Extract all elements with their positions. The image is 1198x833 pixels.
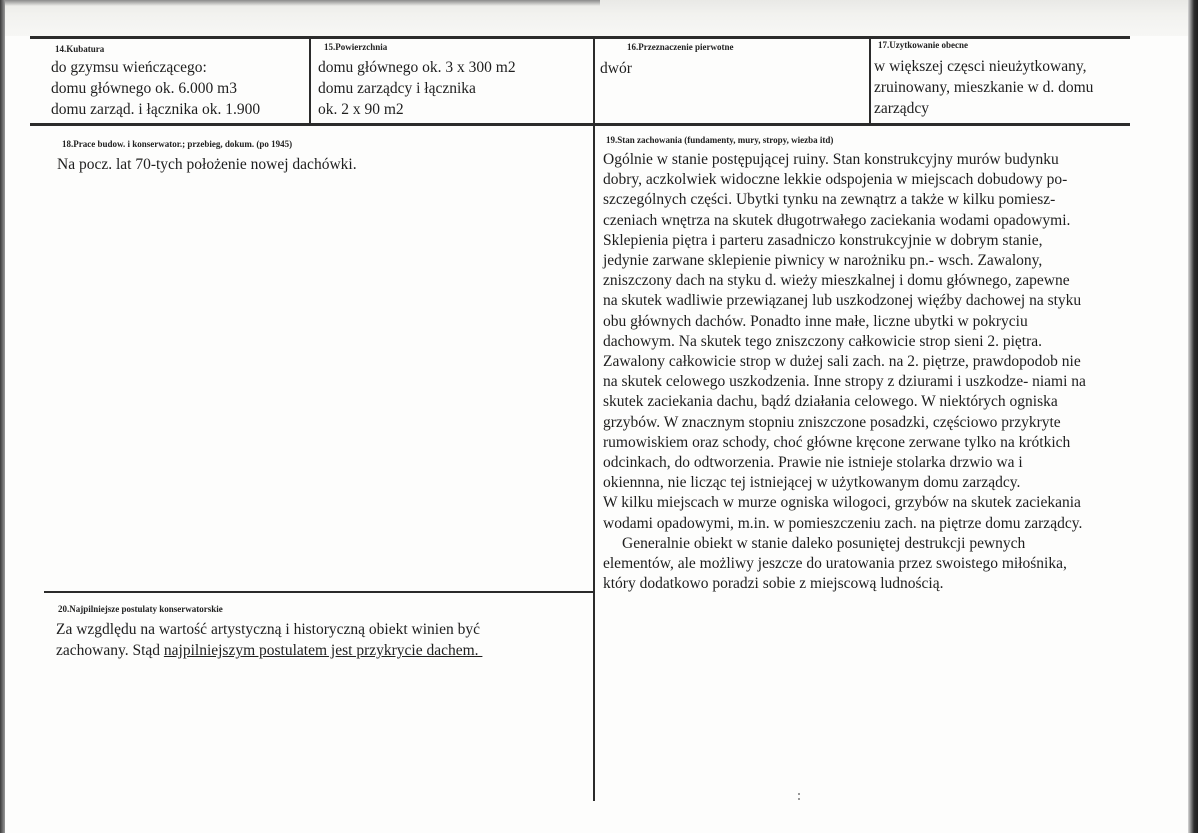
col-divider-main (593, 38, 595, 801)
field-15-label: 15.Powierzchnia (324, 42, 388, 52)
field-16-value: dwór (600, 60, 632, 77)
field-15-value: domu głównego ok. 3 x 300 m2 domu zarządcy i łącznika ok. 2 x 90 m2 (318, 59, 516, 118)
field-17-label: 17.Uzytkowanie obecne (878, 40, 968, 50)
left-section-divider (44, 591, 595, 593)
field-20-line2: zachowany. Stąd najpilniejszym postulatem jest przykrycie dachem. (56, 642, 483, 659)
field-14-value: do gzymsu wieńczącego: domu głównego ok. 6.000 m3 domu zarząd. i łącznika ok. 1.900 (51, 59, 261, 118)
scan-right-edge (1188, 0, 1198, 833)
field-18-value: Na pocz. lat 70-tych położenie nowej dachówki. (57, 156, 357, 173)
col-divider-16-17 (869, 38, 871, 124)
scan-speck (798, 798, 800, 800)
underlined-postulate: najpilniejszym postulatem jest przykrycie dachem. (163, 642, 483, 659)
row1-bottom-border (30, 123, 1130, 126)
col-divider-14-15 (309, 38, 311, 124)
field-20-label: 20.Najpilniejsze postulaty konserwatorskie (58, 604, 223, 614)
scan-left-edge (0, 0, 5, 833)
scan-shadow (0, 0, 600, 6)
field-19-label: 19.Stan zachowania (fundamenty, mury, stropy, wiezba itd) (606, 135, 834, 145)
field-16-label: 16.Przeznaczenie pierwotne (627, 42, 734, 52)
field-14-label: 14.Kubatura (55, 44, 105, 54)
table-top-border (30, 36, 1130, 39)
field-19-value: Ogólnie w stanie postępującej ruiny. Stan konstrukcyjny murów budynku dobry, aczkolwiek widoczne lekkie odspojenia w miejscach dobudowy po- szczególnych części. Ubytki tynku na zewnątrz a także w kilku pomiesz- czeniach wnętrza na skutek długotrwałego zaciekania wodami opadowymi. Sklepienia piętra i parteru zasadniczo konstrukcyjnie w dobrym stanie, jedynie zarwane sklepienie piwnicy w narożniku pn.- wsch. Zawalony, zniszczony dach na styku d. wieży mieszkalnej i domu głównego, zapewne na skutek wadliwie przewiązanej lub uszkodzonej więźby dachowej na styku obu głównych dachów. Ponadto inne małe, liczne ubytki w pokryciu dachowym. Na skutek tego zniszczony całkowicie strop sieni 2. piętra. Zawalony całkowicie strop w dużej sali zach. na 2. piętrze, prawdopodob nie na skutek celowego uszkodzenia. Inne stropy z dziurami i uszkodze- niami na skutek zaciekania dachu, bądź działania celowego. W niektórych ogniska grzybów. W znacznym stopniu zniszczone posadzki, częściowo przykryte rumowiskiem oraz schody, choć główne kręcone zerwane tylko na krótkich odcinkach, do odtworzenia. Prawie nie istnieje stolarka drzwio wa i okiennna, nie licząc tej istniejącej w użytkowanym domu zarządcy. W kilku miejscach w murze ogniska wilogoci, grzybów na skutek zaciekania wodami opadowymi, m.in. w pomieszczeniu zach. na piętrze domu zarządcy. Generalnie obiekt w stanie daleko posuniętej destrukcji pewnych elementów, ale możliwy jeszcze do uratowania przez swoistego miłośnika, który dodatkowo poradzi sobie z miejscową ludnością. (603, 151, 1086, 593)
field-20-value: Za wzgdlędu na wartość artystyczną i historyczną obiekt winien być zachowany. Stąd najpilniejszym postulatem jest przykrycie dachem. (56, 621, 483, 659)
field-18-label: 18.Prace budow. i konserwator.; przebieg, dokum. (po 1945) (62, 139, 293, 149)
field-17-value: w większej częsci nieużytkowany, zruinowany, mieszkanie w d. domu zarządcy (874, 58, 1094, 117)
scan-speck (798, 793, 800, 795)
